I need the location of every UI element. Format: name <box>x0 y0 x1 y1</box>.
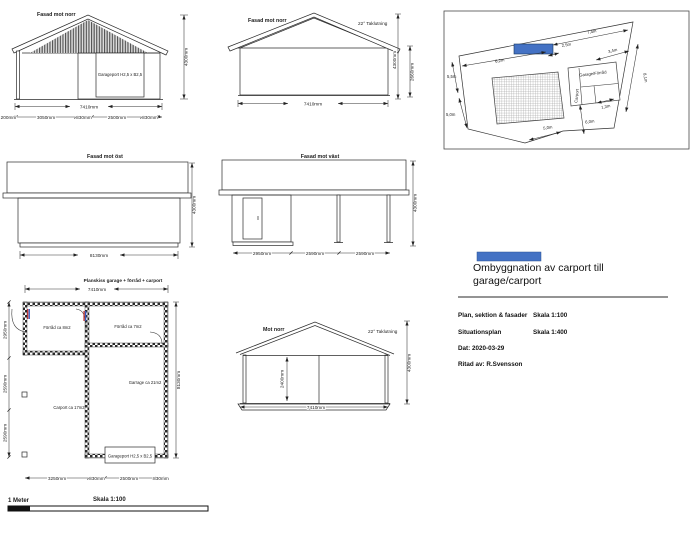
elevation-title: Fasad mot öst <box>87 154 123 160</box>
door-leaf-red <box>27 309 28 319</box>
dim-label: 7410mm <box>79 104 99 110</box>
sheet-title-line1: Ombyggnation av carport till <box>473 262 604 274</box>
dim-label: 4300mm <box>191 195 197 215</box>
elevation-title: Fasad mot norr <box>248 18 287 24</box>
door-leaf-blue <box>29 309 30 319</box>
dim-label: 4300mm <box>412 193 418 213</box>
dim-label: 2590mm <box>2 374 8 394</box>
elevation-east <box>3 154 197 259</box>
roof-pitch-label: 22° Taklutning <box>368 329 398 334</box>
scale-bar-label: 1 Meter <box>8 498 30 504</box>
redaction-box <box>477 252 541 261</box>
dim-label: 4300mm <box>183 47 189 67</box>
dim-label: 2590mm <box>305 251 325 256</box>
scale-bar-scale: Skala 1:100 <box>93 497 126 503</box>
title-block-row-value: Skala 1:400 <box>533 329 568 336</box>
dim-label: 830mm <box>76 114 92 120</box>
door-leaf-blue <box>85 311 86 321</box>
dim-label: 2500mm <box>107 114 127 120</box>
carport-post <box>22 392 27 397</box>
dim-label: 5,0m <box>542 124 553 131</box>
dim-label: 5,0m <box>446 112 456 117</box>
dim-label: 1,3m <box>600 103 611 110</box>
title-block-row-label: Situationsplan <box>458 329 502 336</box>
dim-label: 830mm <box>142 114 158 120</box>
door-leaf-red <box>83 311 84 321</box>
elevation-title: Fasad mot norr <box>37 12 76 18</box>
title-block-row-label: Plan, sektion & fasader <box>458 312 528 319</box>
dim-label: 4300mm <box>406 353 412 373</box>
dim-label: 3050mm <box>36 114 56 120</box>
dim-label: 6,0m <box>584 118 595 125</box>
dim-label: 2660mm <box>409 62 415 82</box>
section-north <box>236 321 412 410</box>
dim-label: 2950mm <box>2 320 8 340</box>
dim-label: 2950mm <box>252 251 272 256</box>
dim-label: 5,5m <box>447 74 457 79</box>
elevation-title: Fasad mot väst <box>300 154 340 160</box>
dim-label: 200mm <box>0 114 17 120</box>
dim-label: 4300mm <box>392 50 397 70</box>
elevation-west <box>219 154 418 256</box>
scale-bar <box>8 497 208 511</box>
dim-label: 2590mm <box>2 423 8 443</box>
title-block <box>458 252 668 368</box>
site-plan <box>444 11 689 149</box>
elevation-north-plain <box>228 13 415 107</box>
dim-label: 7410mm <box>87 287 107 292</box>
dim-label: 8130mm <box>89 253 109 259</box>
carport-post <box>22 452 27 457</box>
sheet-title-line2: garage/carport <box>473 275 542 287</box>
dim-label: 3,4m <box>607 46 618 55</box>
floor-plan <box>3 277 182 481</box>
title-block-row-value: Skala 1:100 <box>533 312 568 319</box>
room-label-forrad1: Förråd ca 8m2 <box>43 325 71 330</box>
room-label-garage: Garrage ca 21m2 <box>128 380 162 385</box>
dim-label: 6,2m <box>494 57 505 64</box>
dim-label: 2590mm <box>355 251 375 256</box>
dim-label: 8,1m <box>642 72 649 83</box>
dim-label: 7410mm <box>306 405 326 410</box>
carport-label: Carport <box>573 88 580 104</box>
dim-label: 2500mm <box>119 476 139 481</box>
scale-bar-segment <box>8 506 30 511</box>
dim-label: 2,5m <box>561 41 572 48</box>
garage-door-label: Garageport H2,5 x B2,5 <box>97 72 143 77</box>
redaction-box <box>514 44 553 54</box>
dim-label: 830mm <box>153 476 169 481</box>
plan-title: Planskiss garage + förråd + carport <box>83 278 163 283</box>
title-block-row-label: Ritad av: R.Svensson <box>458 361 523 368</box>
title-block-row-label: Dat: 2020-03-29 <box>458 345 505 352</box>
room-label-forrad2: Förråd ca 7m2 <box>114 324 142 329</box>
dim-label: 8130mm <box>176 370 181 390</box>
elevation-north-garage <box>1 12 189 120</box>
room-label-carport: Carport ca 17m2 <box>53 405 85 410</box>
dim-label: 3250mm <box>47 476 67 481</box>
section-title: Mot norr <box>263 327 285 333</box>
dim-label: 2400mm <box>279 369 285 389</box>
existing-house <box>492 72 564 124</box>
dim-label: 7410mm <box>303 101 323 107</box>
garage-door-label: Garageport H2,5 x B2,5 <box>107 453 153 459</box>
dim-label: 7,4m <box>586 28 597 35</box>
roof-pitch-label: 22° Taklutning <box>358 21 388 26</box>
dim-label: 830mm <box>89 476 105 481</box>
building-label: Garage/Förråd <box>578 69 607 78</box>
